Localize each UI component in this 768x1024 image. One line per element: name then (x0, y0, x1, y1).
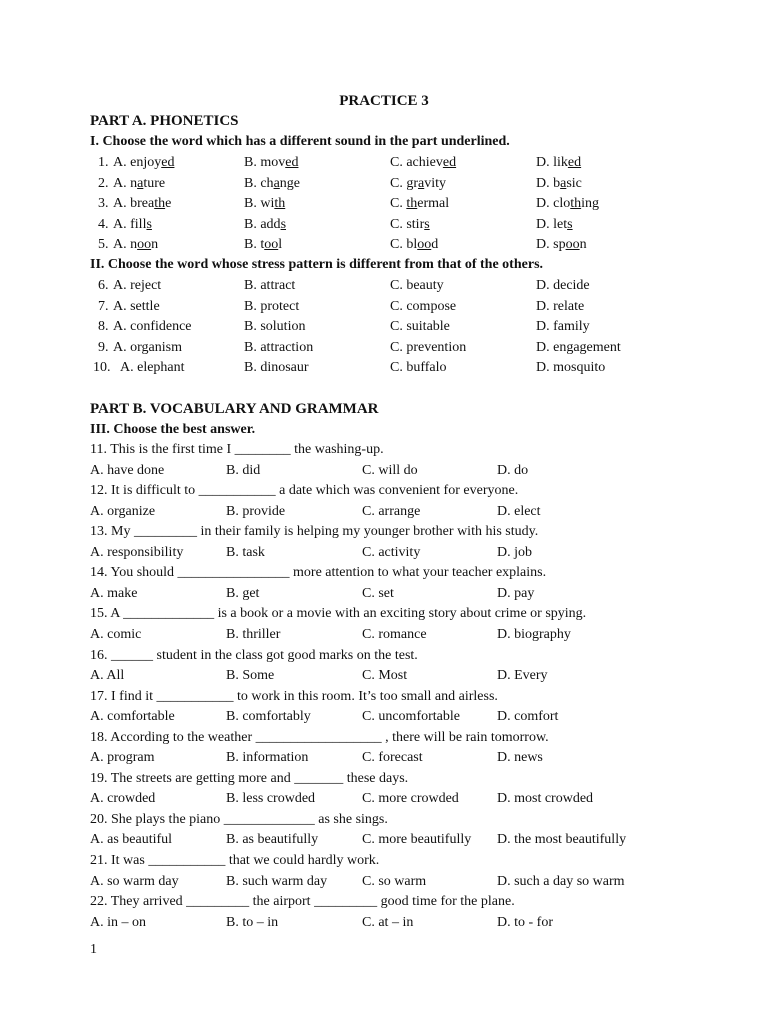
option-text: clo (553, 196, 571, 211)
question-number: 2. (98, 175, 109, 191)
answer-row (90, 545, 710, 565)
underlined-part: oo (565, 237, 580, 252)
option-letter: D. (536, 216, 554, 232)
section-3-instruction: III. Choose the best answer. (90, 422, 256, 437)
answer-option: C. romance (362, 626, 427, 642)
answer-option (113, 196, 171, 212)
option-text: vity (424, 175, 447, 191)
underlined-part: ed (442, 155, 457, 170)
page-number: 1 (90, 942, 97, 957)
answer-option (113, 155, 174, 171)
option-letter: B. (244, 175, 261, 191)
answer-option (536, 176, 582, 192)
question-number: 1. (98, 155, 109, 170)
answer-option (244, 176, 300, 192)
answer-option: C. forecast (362, 750, 423, 766)
option-text: gr (406, 175, 419, 191)
section-2-instruction: II. Choose the word whose stress pattern is different from that of the others. (90, 257, 544, 272)
question-text: 19. The streets are getting more and _______ these days. (90, 770, 409, 786)
option-text: ture (143, 175, 166, 191)
answer-option: B. get (226, 585, 260, 601)
option-text: lik (553, 155, 568, 170)
question-text: 12. It is difficult to ___________ a date which was convenient for everyone. (90, 483, 519, 499)
question-row (90, 340, 710, 360)
option-text: ch (260, 175, 274, 191)
answer-option: C. suitable (390, 319, 450, 334)
option-letter: C. (390, 175, 407, 191)
question-text: 18. According to the weather __________________ , there will be rain tomorrow. (90, 729, 549, 745)
question-number: 5. (98, 237, 109, 252)
underlined-part: oo (264, 237, 279, 252)
answer-option: B. comfortably (226, 709, 311, 725)
answer-option: C. so warm (362, 873, 427, 889)
answer-row (90, 504, 710, 524)
answer-option: C. beauty (390, 278, 444, 293)
option-text: d (431, 237, 439, 252)
underlined-part: ed (567, 155, 582, 170)
question-text: 22. They arrived _________ the airport _________ good time for the plane. (90, 894, 515, 910)
answer-option: D. the most beautifully (497, 832, 627, 848)
underlined-part: a (137, 175, 144, 191)
answer-option: B. solution (244, 319, 306, 334)
answer-option: C. more crowded (362, 791, 459, 807)
answer-option: C. prevention (390, 339, 467, 355)
answer-option: D. mosquito (536, 360, 606, 375)
underlined-part: th (154, 196, 166, 211)
underlined-part: s (424, 216, 430, 232)
option-text: achiev (406, 155, 443, 170)
underlined-part: th (406, 196, 418, 211)
question-row (90, 360, 710, 380)
answer-option (536, 217, 573, 233)
question-row (90, 299, 710, 319)
answer-option: A. reject (113, 278, 162, 293)
option-text: nge (279, 175, 300, 191)
answer-option (536, 155, 581, 171)
underlined-part: ed (285, 155, 299, 170)
question-number: 6. (98, 278, 109, 293)
answer-option: C. arrange (362, 503, 421, 519)
page-title: PRACTICE 3 (339, 93, 429, 109)
option-text: ermal (417, 196, 450, 211)
answer-option: A. confidence (113, 319, 192, 334)
answer-option: A. organism (113, 339, 182, 355)
underlined-part: s (280, 216, 287, 232)
answer-option: C. set (362, 585, 394, 601)
answer-option: B. attract (244, 278, 296, 293)
question-number: 4. (98, 216, 109, 232)
answer-option (244, 196, 285, 212)
answer-option: C. will do (362, 462, 418, 478)
option-text: e (165, 196, 172, 211)
answer-option: C. compose (390, 298, 457, 314)
answer-option: B. provide (226, 503, 286, 519)
option-letter: D. (536, 155, 554, 170)
answer-option: D. relate (536, 298, 585, 314)
answer-option: C. at – in (362, 914, 414, 930)
underlined-part: th (570, 196, 582, 211)
option-text: wi (260, 196, 275, 211)
answer-option (113, 237, 158, 253)
answer-row (90, 668, 710, 688)
underlined-part: th (274, 196, 286, 211)
underlined-part: s (146, 216, 152, 232)
answer-option: B. to – in (226, 914, 279, 930)
answer-row (90, 915, 710, 935)
option-letter: A. (113, 196, 131, 211)
answer-option: C. buffalo (390, 360, 447, 375)
question-row (90, 319, 710, 339)
option-text: t (260, 237, 265, 252)
underlined-part: ed (161, 155, 175, 170)
option-letter: B. (244, 237, 261, 252)
option-letter: B. (244, 155, 261, 170)
answer-option: C. more beautifully (362, 832, 472, 848)
answer-row (90, 750, 710, 770)
option-letter: C. (390, 155, 407, 170)
answer-option: D. Every (497, 668, 548, 683)
answer-option: D. pay (497, 585, 535, 601)
part-b-heading: PART B. VOCABULARY AND GRAMMAR (90, 401, 379, 417)
option-letter: A. (113, 216, 131, 232)
part-a-heading: PART A. PHONETICS (90, 113, 239, 129)
question-row (90, 278, 710, 298)
option-text: sic (566, 175, 582, 191)
underlined-part: a (560, 175, 567, 191)
question-number: 7. (98, 298, 109, 314)
answer-option: B. dinosaur (244, 360, 309, 375)
answer-row (90, 709, 710, 729)
answer-option: D. to - for (497, 914, 553, 930)
answer-row (90, 627, 710, 647)
answer-option (390, 217, 430, 233)
answer-option: A. so warm day (90, 873, 179, 889)
answer-option: A. in – on (90, 914, 146, 930)
answer-option: A. comfortable (90, 709, 175, 725)
underlined-part: oo (417, 237, 432, 252)
option-text: n (130, 175, 138, 191)
question-number: 8. (98, 319, 109, 334)
answer-option (113, 176, 165, 192)
answer-option: D. elect (497, 503, 541, 519)
answer-option: B. task (226, 544, 265, 560)
answer-row (90, 586, 710, 606)
question-text: 13. My _________ in their family is helping my younger brother with his study. (90, 524, 539, 540)
answer-option (536, 196, 599, 212)
answer-option: D. comfort (497, 709, 559, 725)
answer-option (390, 196, 449, 212)
answer-option: C. uncomfortable (362, 709, 460, 725)
answer-option (390, 237, 438, 253)
question-number: 9. (98, 339, 109, 355)
option-letter: C. (390, 196, 407, 211)
question-text: 16. ______ student in the class got good marks on the test. (90, 647, 418, 663)
option-text: add (260, 216, 281, 232)
question-text: 11. This is the first time I ________ the washing-up. (90, 442, 384, 457)
answer-option: A. organize (90, 503, 156, 519)
answer-option: D. news (497, 750, 543, 766)
option-letter: C. (390, 237, 407, 252)
answer-option (244, 217, 286, 233)
answer-option: A. make (90, 585, 138, 601)
option-letter: C. (390, 216, 407, 232)
question-row (90, 196, 710, 216)
option-letter: A. (113, 237, 131, 252)
answer-option: A. crowded (90, 791, 156, 807)
option-letter: D. (536, 237, 554, 252)
option-text: b (553, 175, 561, 191)
option-text: brea (130, 196, 155, 211)
answer-option: D. decide (536, 278, 590, 293)
option-letter: D. (536, 196, 554, 211)
answer-row (90, 832, 710, 852)
answer-option: D. most crowded (497, 791, 594, 807)
option-text: sp (553, 237, 566, 252)
answer-row (90, 791, 710, 811)
answer-option: A. settle (113, 298, 160, 314)
answer-option: B. Some (226, 668, 275, 683)
answer-option: D. such a day so warm (497, 873, 625, 889)
question-text: 17. I find it ___________ to work in this room. It’s too small and airless. (90, 688, 498, 704)
option-text: let (553, 216, 568, 232)
answer-option: D. do (497, 462, 529, 478)
question-number: 3. (98, 196, 109, 211)
question-row (90, 155, 710, 175)
option-letter: B. (244, 196, 261, 211)
answer-option: A. have done (90, 462, 165, 478)
option-letter: B. (244, 216, 261, 232)
option-text: n (579, 237, 587, 252)
answer-option: D. biography (497, 626, 571, 642)
answer-option (244, 237, 282, 253)
answer-option: B. thriller (226, 626, 281, 642)
answer-option: B. protect (244, 298, 300, 314)
answer-option: D. engagement (536, 339, 621, 355)
option-text: enjoy (130, 155, 162, 170)
answer-row (90, 463, 710, 483)
option-text: fill (130, 216, 147, 232)
answer-option: B. information (226, 750, 309, 766)
question-text: 20. She plays the piano _____________ as she sings. (90, 811, 388, 827)
option-letter: A. (113, 175, 131, 191)
answer-option (390, 155, 456, 171)
option-text: n (130, 237, 138, 252)
answer-option: B. less crowded (226, 791, 316, 807)
answer-option: D. job (497, 544, 532, 560)
answer-option: B. did (226, 462, 261, 478)
question-text: 14. You should ________________ more attention to what your teacher explains. (90, 565, 547, 581)
question-row (90, 176, 710, 196)
option-text: stir (406, 216, 425, 232)
option-text: l (278, 237, 283, 252)
answer-option: B. such warm day (226, 873, 328, 889)
answer-option: A. All (90, 668, 125, 683)
answer-option (536, 237, 587, 253)
question-row (90, 217, 710, 237)
underlined-part: s (567, 216, 573, 232)
section-1-instruction: I. Choose the word which has a different sound in the part underlined. (90, 134, 510, 149)
option-letter: D. (536, 175, 554, 191)
answer-option: C. activity (362, 544, 421, 560)
answer-option: B. attraction (244, 339, 314, 355)
question-text: 21. It was ___________ that we could hardly work. (90, 853, 380, 868)
answer-option: B. as beautifully (226, 832, 319, 848)
answer-option: C. Most (362, 668, 408, 683)
option-text: bl (406, 237, 418, 252)
answer-option: A. as beautiful (90, 832, 173, 848)
answer-option: D. family (536, 319, 590, 334)
question-row (90, 237, 710, 257)
answer-option (390, 176, 446, 192)
option-letter: A. (113, 155, 131, 170)
underlined-part: oo (137, 237, 152, 252)
answer-option: A. comic (90, 626, 142, 642)
question-number: 10. (93, 360, 111, 375)
question-text: 15. A _____________ is a book or a movie with an exciting story about crime or spying. (90, 606, 587, 622)
option-text: ing (581, 196, 600, 211)
option-text: mov (260, 155, 286, 170)
answer-option (113, 217, 152, 233)
answer-option: A. program (90, 750, 155, 766)
option-text: n (151, 237, 159, 252)
answer-option (244, 155, 298, 171)
underlined-part: a (418, 175, 425, 191)
answer-option: A. responsibility (90, 544, 184, 560)
underlined-part: a (273, 175, 280, 191)
answer-row (90, 874, 710, 894)
answer-option: A. elephant (120, 360, 185, 375)
